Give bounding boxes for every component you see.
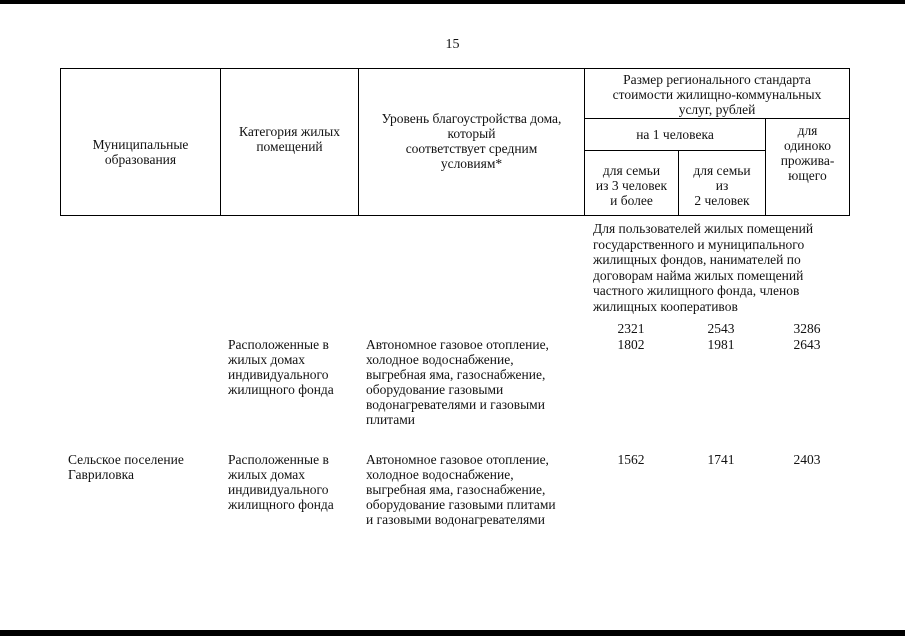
row-municipality: Сельское поселение Гавриловка (68, 452, 184, 482)
value-single: 2643 (793, 337, 821, 352)
header-standard: Размер регионального стандарта стоимости жилищно-коммунальных услуг, рублей (612, 72, 822, 117)
value-single: 2403 (793, 452, 821, 467)
section-note: Для пользователей жилых помещений государственного и муниципального жилищных фондов, нанимателей по договорам найма жилых помещений частного жилищного фонда, членов жилищных кооперативов (593, 221, 814, 314)
row-level: Автономное газовое отопление, холодное водоснабжение, выгребная яма, газоснабжение, оборудование газовыми плитами и газовыми водонагревателями (366, 452, 556, 527)
value-family3: 2321 (617, 321, 645, 336)
value-family2: 2543 (707, 321, 735, 336)
row-level: Автономное газовое отопление, холодное водоснабжение, выгребная яма, газоснабжение, оборудование газовыми водонагревателями и газовыми плитами (366, 337, 549, 427)
family-columns-top-border (584, 150, 765, 151)
per-person-top-border (584, 118, 850, 119)
row-category: Расположенные в жилых домах индивидуального жилищного фонда (228, 452, 334, 512)
value-single: 3286 (793, 321, 821, 336)
header-family3: для семьи из 3 человек и более (595, 163, 668, 208)
header-per-person: на 1 человека (636, 127, 714, 142)
header-level: Уровень благоустройства дома, который соответствует средним условиям* (381, 111, 562, 171)
value-family3: 1802 (617, 337, 645, 352)
header-category: Категория жилых помещений (239, 124, 340, 154)
row-category: Расположенные в жилых домах индивидуального жилищного фонда (228, 337, 334, 397)
page-bottom-border (0, 630, 905, 636)
value-family2: 1741 (707, 452, 735, 467)
value-family3: 1562 (617, 452, 645, 467)
header-single: для одиноко прожива- ющего (780, 123, 835, 183)
page-number: 15 (445, 37, 460, 52)
value-family2: 1981 (707, 337, 735, 352)
table-top-border (60, 68, 850, 69)
table-header-bottom-border (60, 215, 850, 216)
page-top-border (0, 0, 905, 4)
header-family2: для семьи из 2 человек (693, 163, 751, 208)
table-right-border (849, 68, 850, 216)
header-municipality: Муниципальные образования (92, 137, 189, 167)
